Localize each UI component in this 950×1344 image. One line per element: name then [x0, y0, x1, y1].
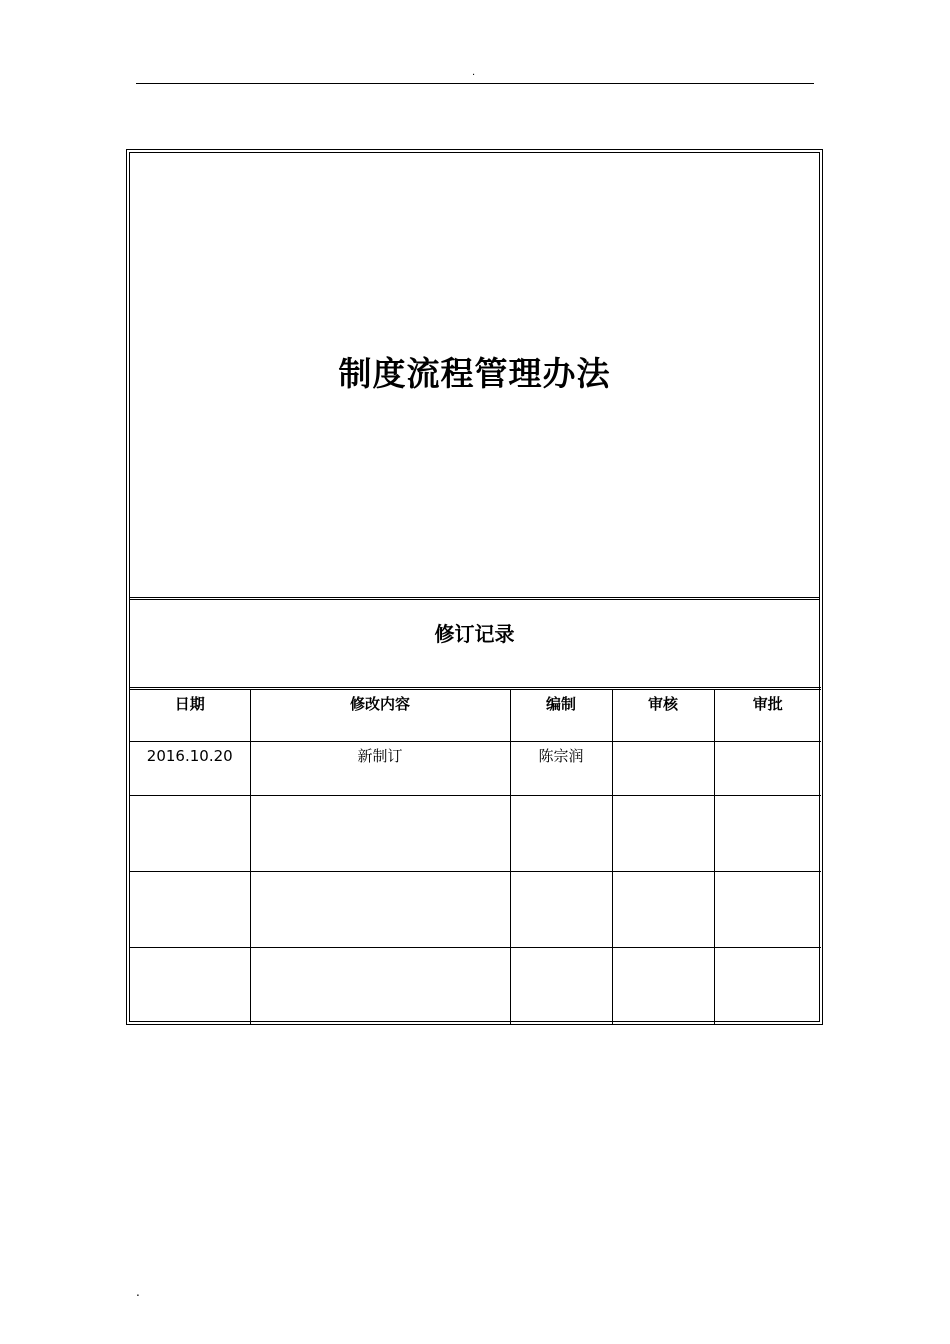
- cell-date: [130, 872, 250, 948]
- cell-content: [250, 796, 510, 872]
- column-header-date: 日期: [130, 689, 250, 742]
- table-row: [130, 872, 821, 948]
- cell-date: [130, 796, 250, 872]
- column-header-content: 修改内容: [250, 689, 510, 742]
- footer-mark: .: [136, 1285, 140, 1299]
- cell-reviewer: [612, 948, 714, 1024]
- cell-author: 陈宗润: [510, 742, 612, 796]
- cell-author: [510, 796, 612, 872]
- cell-author: [510, 948, 612, 1024]
- table-row: [130, 742, 821, 796]
- cover-frame: [126, 149, 823, 1025]
- table-row: [130, 948, 821, 1024]
- cell-approver: [714, 742, 821, 796]
- table-header-row: [130, 689, 821, 742]
- document-title: 制度流程管理办法: [338, 353, 611, 393]
- cell-content: [250, 872, 510, 948]
- cell-reviewer: [612, 742, 714, 796]
- cover-inner-frame: [129, 152, 820, 1022]
- cell-content: 新制订: [250, 742, 510, 796]
- revision-heading-row: [130, 597, 819, 690]
- revision-table: [130, 687, 821, 1024]
- header-mark: .: [472, 67, 476, 78]
- column-header-reviewer: 审核: [612, 689, 714, 742]
- cell-approver: [714, 948, 821, 1024]
- cell-reviewer: [612, 796, 714, 872]
- cell-date: 2016.10.20: [130, 742, 250, 796]
- cell-date: [130, 948, 250, 1024]
- cell-reviewer: [612, 872, 714, 948]
- column-header-author: 编制: [510, 689, 612, 742]
- column-header-approver: 审批: [714, 689, 821, 742]
- cell-approver: [714, 796, 821, 872]
- cell-content: [250, 948, 510, 1024]
- cell-author: [510, 872, 612, 948]
- header-rule: [136, 83, 814, 84]
- revision-heading: 修订记录: [434, 622, 515, 646]
- title-area: [130, 153, 819, 597]
- cell-approver: [714, 872, 821, 948]
- table-row: [130, 796, 821, 872]
